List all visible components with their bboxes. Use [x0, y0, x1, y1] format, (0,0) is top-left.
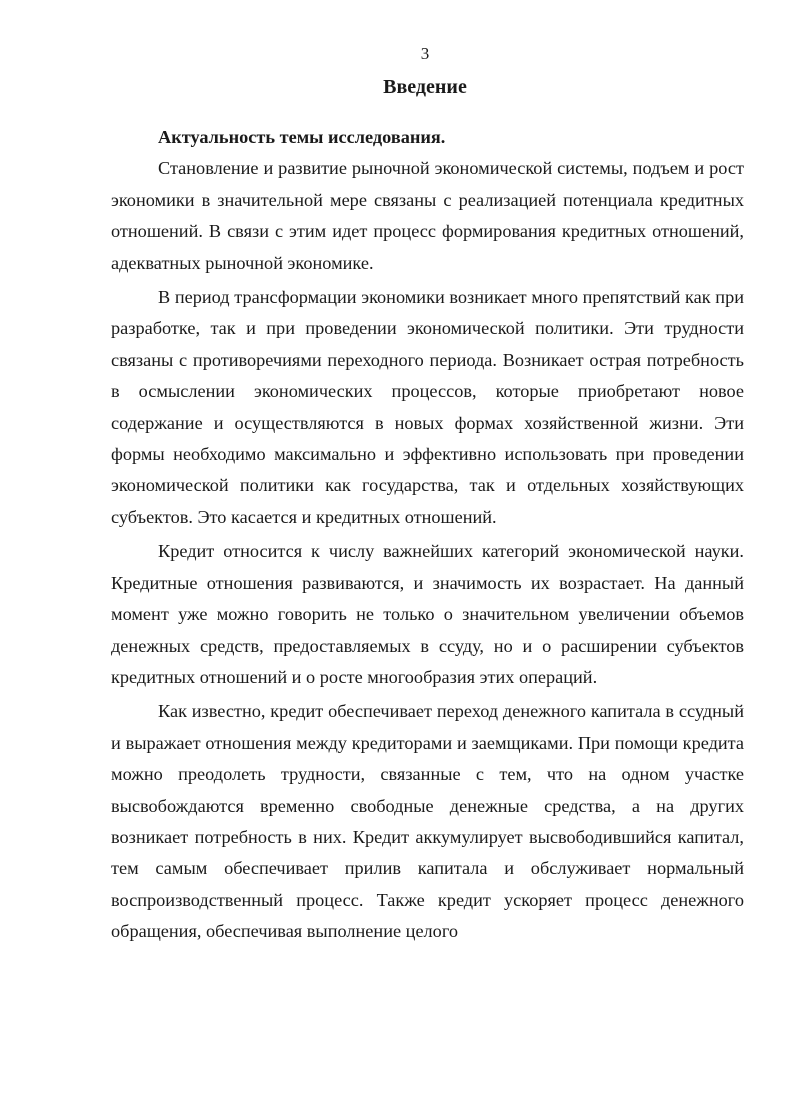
- section-heading: Актуальность темы исследования.: [158, 127, 446, 147]
- paragraph-1: Становление и развитие рыночной экономической системы, подъем и рост экономики в значительной мере связаны с реализацией потенциала кредитных отношений. В связи с этим идет процесс формирования кредитных отношений, адекватных рыночной экономике.: [111, 158, 744, 273]
- paragraph-3: Кредит относится к числу важнейших категорий экономической науки. Кредитные отношения развиваются, и значимость их возрастает. На данный момент уже можно говорить не только о значительном увеличении объемов денежных средств, предоставляемых в ссуду, но и о расширении субъектов кредитных отношений и о росте многообразия этих операций.: [111, 541, 744, 687]
- page-title: Введение: [383, 76, 467, 98]
- page-number: 3: [420, 44, 430, 63]
- document-body: [111, 122, 744, 948]
- paragraph-4: Как известно, кредит обеспечивает переход денежного капитала в ссудный и выражает отношения между кредиторами и заемщиками. При помощи кредита можно преодолеть трудности, связанные с тем, что на одном участке высвобождаются временно свободные денежные средства, а на других возникает потребность в них. Кредит аккумулирует высвободившийся капитал, тем самым обеспечивает прилив капитала и обслуживает нормальный воспроизводственный процесс. Также кредит ускоряет процесс денежного обращения, обеспечивая выполнение целого: [111, 701, 744, 942]
- paragraph-2: В период трансформации экономики возникает много препятствий как при разработке, так и при проведении экономической политики. Эти трудности связаны с противоречиями переходного периода. Возникает острая потребность в осмыслении экономических процессов, которые приобретают новое содержание и осуществляются в новых формах хозяйственной жизни. Эти формы необходимо максимально и эффективно использовать при проведении экономической политики как государства, так и отдельных хозяйствующих субъектов. Это касается и кредитных отношений.: [111, 287, 744, 527]
